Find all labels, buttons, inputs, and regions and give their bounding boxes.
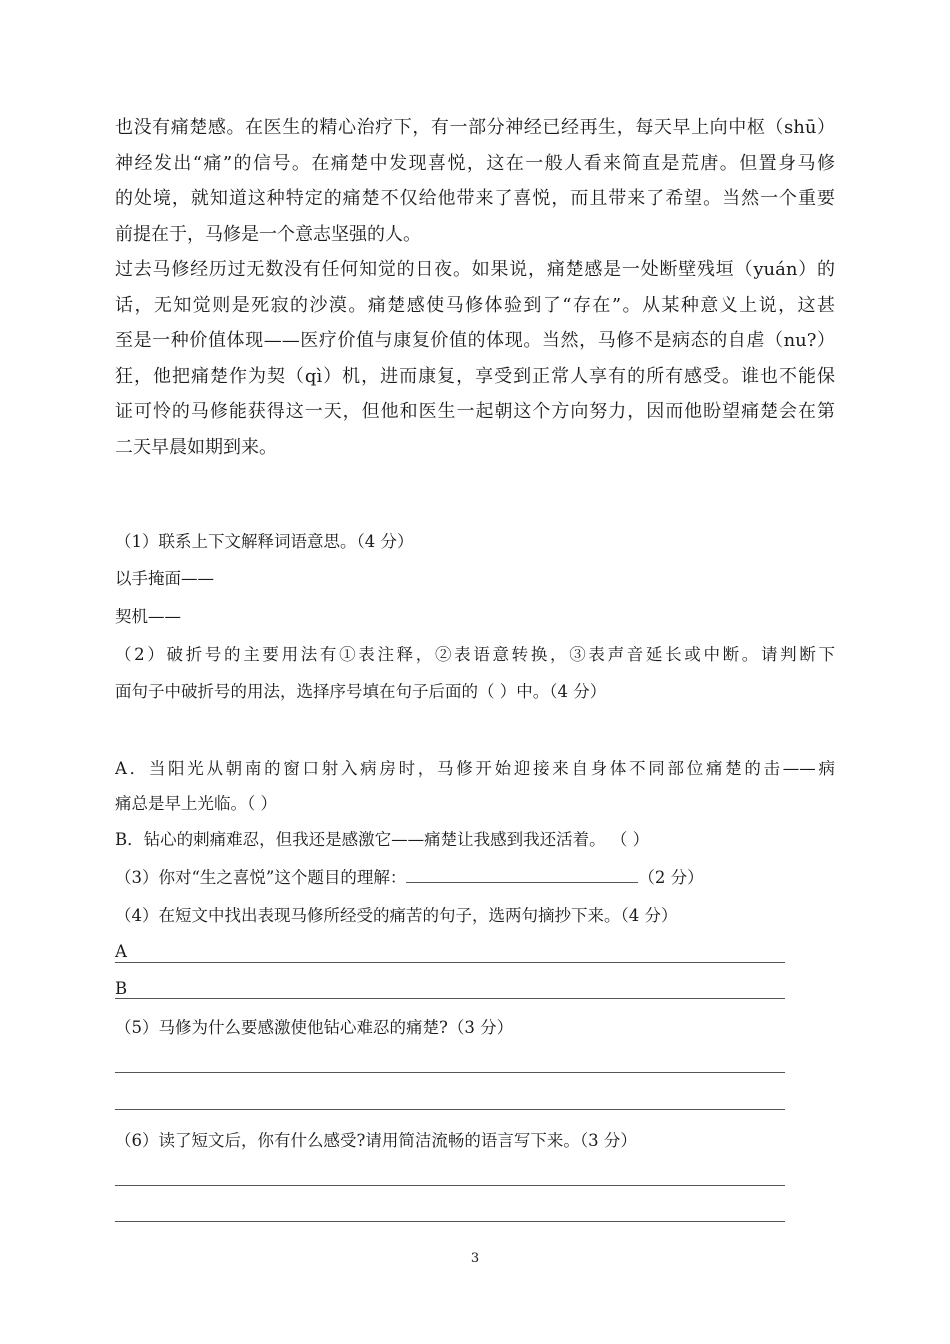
answer-line[interactable] [115, 1185, 785, 1186]
question-4: （4）在短文中找出表现马修所经受的痛苦的句子，选两句摘抄下来。（4 分） [115, 906, 678, 925]
answer-line-a[interactable] [115, 942, 785, 962]
answer-line[interactable] [115, 1221, 785, 1222]
question-3-score: （2 分） [638, 868, 704, 887]
answer-label-b: B [115, 979, 128, 998]
passage-line: 过去马修经历过无数没有任何知觉的日夜。如果说，痛楚感是一处断壁残垣（yuán）的 [115, 259, 835, 280]
passage-line: 神经发出“痛”的信号。在痛楚中发现喜悦，这在一般人看来简直是荒唐。但置身马修 [115, 153, 835, 174]
answer-line[interactable] [115, 1109, 785, 1110]
question-2-option-a: A．当阳光从朝南的窗口射入病房时，马修开始迎接来自身体不同部位痛楚的击——病 [115, 759, 835, 778]
passage-line: 也没有痛楚感。在医生的精心治疗下，有一部分神经已经再生，每天早上向中枢（shū） [115, 117, 835, 138]
passage-line: 话，无知觉则是死寂的沙漠。痛楚感使马修体验到了“存在”。从某种意义上说，这甚 [115, 295, 835, 316]
answer-rule [115, 998, 785, 999]
question-1-term-a: 以手掩面—— [115, 569, 214, 588]
passage-line: 狂，他把痛楚作为契（qì）机，进而康复，享受到正常人享有的所有感受。谁也不能保 [115, 366, 835, 387]
answer-line[interactable] [115, 1072, 785, 1073]
page-number: 3 [470, 1251, 480, 1266]
answer-rule [115, 962, 785, 963]
question-2-option-b: B．钻心的刺痛难忍，但我还是感激它——痛楚让我感到我还活着。 （ ） [115, 830, 650, 849]
answer-blank[interactable] [406, 868, 638, 883]
question-3 [115, 867, 704, 889]
answer-label-a: A [115, 942, 127, 961]
passage-line: 前提在于，马修是一个意志坚强的人。 [115, 224, 421, 245]
passage-line: 二天早晨如期到来。 [115, 437, 277, 458]
question-2-line: （2）破折号的主要用法有①表注释，②表语意转换，③表声音延长或中断。请判断下 [115, 645, 835, 664]
question-5: （5）马修为什么要感激使他钻心难忍的痛楚?（3 分） [115, 1018, 514, 1037]
question-2-line: 面句子中破折号的用法，选择序号填在句子后面的（ ）中。（4 分） [115, 682, 607, 701]
answer-line-b[interactable] [115, 979, 785, 999]
passage-line: 的处境，就知道这种特定的痛楚不仅给他带来了喜悦，而且带来了希望。当然一个重要 [115, 188, 835, 209]
question-3-text: （3）你对“生之喜悦”这个题目的理解： [115, 868, 407, 887]
passage-line: 至是一种价值体现——医疗价值与康复价值的体现。当然，马修不是病态的自虐（nu?） [115, 330, 835, 351]
question-1-term-b: 契机—— [115, 607, 181, 626]
passage-line: 证可怜的马修能获得这一天，但他和医生一起朝这个方向努力，因而他盼望痛楚会在第 [115, 401, 835, 422]
question-6: （6）读了短文后，你有什么感受?请用简洁流畅的语言写下来。（3 分） [115, 1131, 637, 1150]
question-2-option-a-cont: 痛总是早上光临。（ ） [115, 794, 277, 813]
question-1: （1）联系上下文解释词语意思。（4 分） [115, 532, 414, 551]
